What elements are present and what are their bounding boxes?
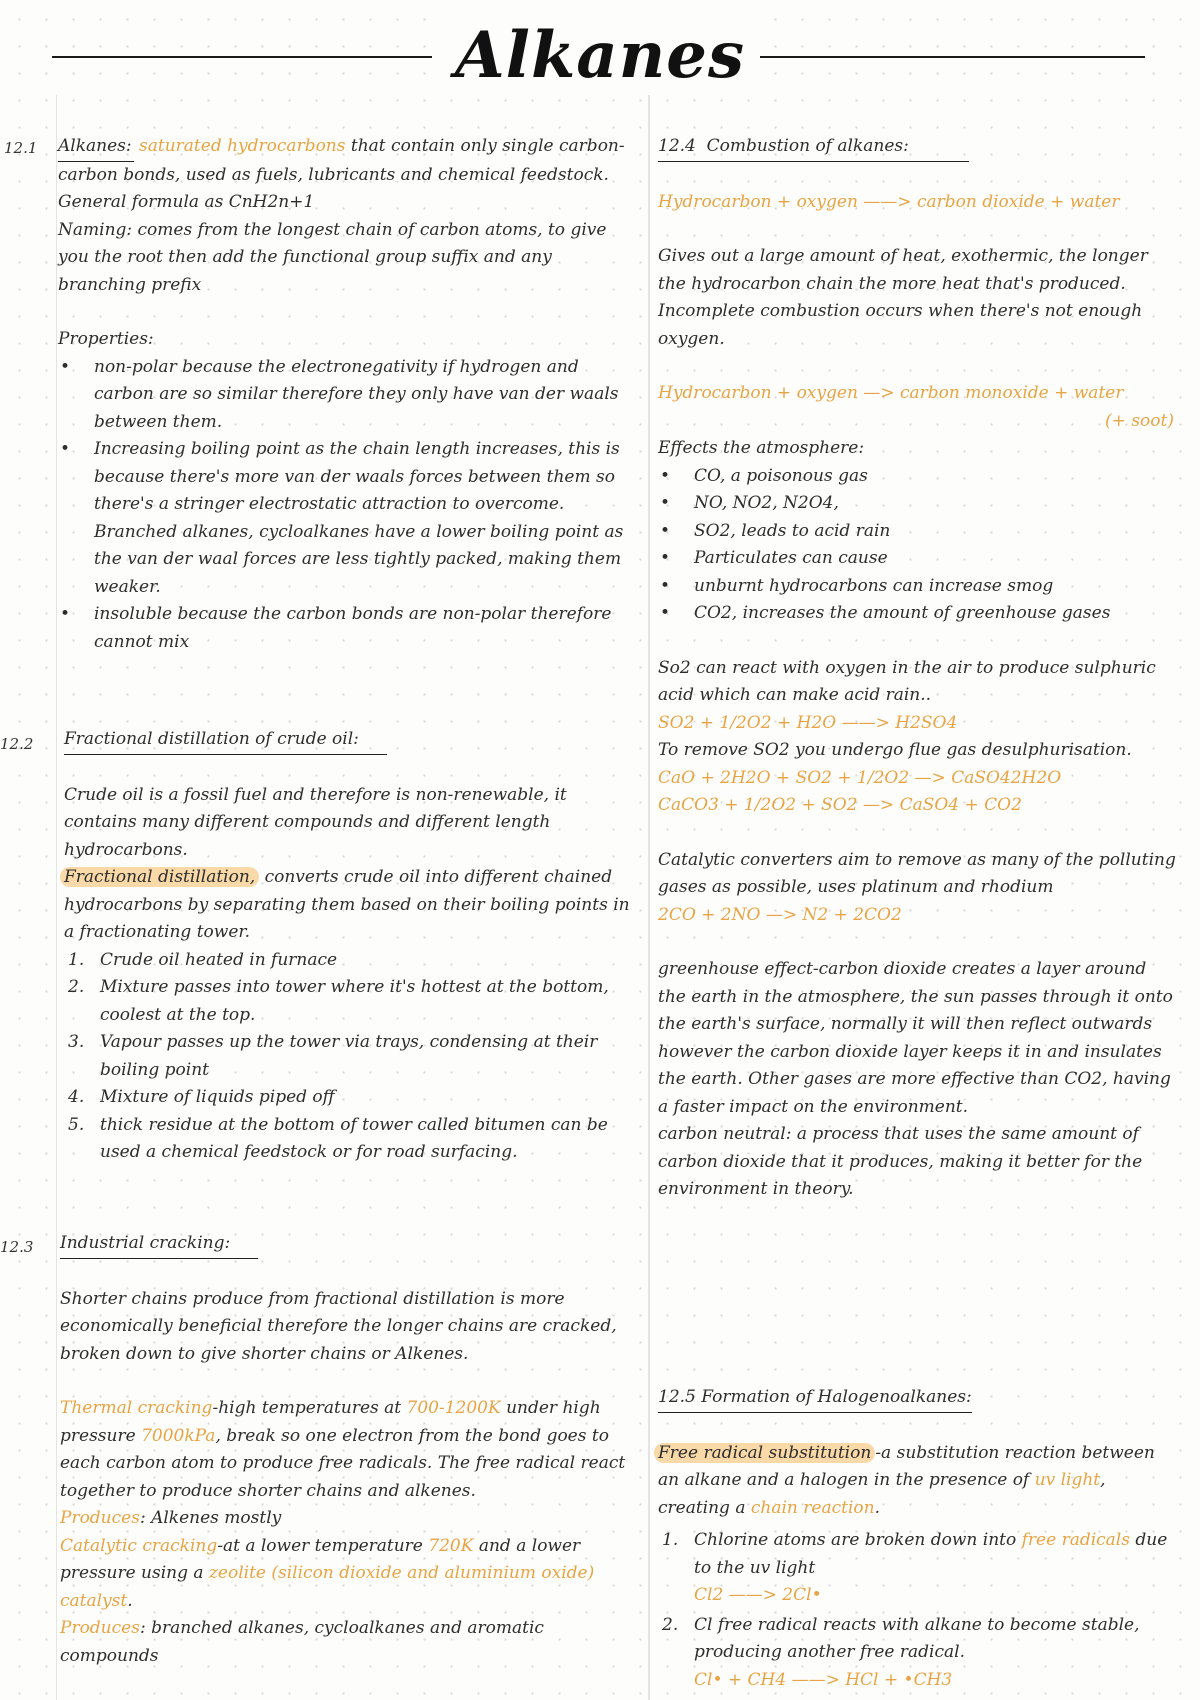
chain-reaction-term: chain reaction <box>750 1497 875 1518</box>
catalytic-cracking: Catalytic cracking-at a lower temperature 720K and a lower pressure using a zeolite (silicon dioxide and aluminium oxide) catalyst. <box>60 1535 595 1611</box>
list-item: • non-polar because the electronegativity if hydrogen and carbon are so similar therefore they only have van der waals between them. <box>58 354 640 437</box>
section-industrial-cracking <box>60 1230 640 1670</box>
industrial-cracking-heading: Industrial cracking: <box>60 1230 258 1259</box>
thermal-cracking: Thermal cracking-high temperatures at 700-1200K under high pressure 7000kPa, break so one electron from the bond goes to each carbon atom to produce free radicals. The free radical react together to produce shorter chains and alkenes. <box>60 1398 626 1501</box>
list-item: • insoluble because the carbon bonds are non-polar therefore cannot mix <box>58 601 640 656</box>
effects-label: Effects the atmosphere: <box>658 438 865 458</box>
incomplete-combustion-equation: Hydrocarbon + oxygen —> carbon monoxide + water <box>658 383 1124 403</box>
page-title <box>0 20 1200 92</box>
distillation-steps <box>64 947 640 1167</box>
flue-gas-equation-2: CaCO3 + 1/2O2 + SO2 —> CaSO4 + CO2 <box>658 795 1022 815</box>
list-item: • Increasing boiling point as the chain length increases, this is because there's more van der waals forces between them so there's a stringer electrostatic attraction to overcome. Branched alkanes, cycloalkanes have a lower boiling point as the van der waal forces are less tightly packed, making them weaker. <box>58 436 640 601</box>
list-item: 1. Crude oil heated in furnace <box>68 949 338 970</box>
catalytic-converter-equation: 2CO + 2NO —> N2 + 2CO2 <box>658 904 902 925</box>
list-item: • CO2, increases the amount of greenhouse gases <box>658 600 1178 628</box>
list-item: 3. Vapour passes up the tower via trays, condensing at their boiling point <box>68 1032 598 1080</box>
free-radical-substitution-term: Free radical substitution <box>654 1443 875 1463</box>
cracking-paragraph: Shorter chains produce from fractional distillation is more economically beneficial therefore the longer chains are cracked, broken down to give shorter chains or Alkenes. <box>60 1288 617 1364</box>
thermal-temperature: 700-1200K <box>406 1398 501 1418</box>
margin-rule <box>56 95 57 1700</box>
list-item: • CO, a poisonous gas <box>658 463 1178 491</box>
free-radical-substitution-def: Free radical substitution -a substitution reaction between an alkane and a halogen in the presence of uv light, creating a chain reaction. <box>658 1440 1178 1523</box>
thermal-cracking-term: Thermal cracking <box>60 1398 213 1418</box>
crude-oil-paragraph: Crude oil is a fossil fuel and therefore is non-renewable, it contains many different compounds and different length hydrocarbons. <box>64 784 567 860</box>
fractional-distillation-heading: Fractional distillation of crude oil: <box>64 726 387 755</box>
page-title-text: Alkanes <box>441 18 759 93</box>
section-halogenoalkanes <box>658 1384 1178 1522</box>
fractional-distillation-rest: converts crude oil into different chained hydrocarbons by separating them based on their boiling points in a fractionating tower. <box>64 867 630 942</box>
complete-combustion-equation: Hydrocarbon + oxygen ——> carbon dioxide + water <box>658 191 1120 212</box>
combustion-heading: 12.4 Combustion of alkanes: <box>658 133 969 162</box>
so2-paragraph: So2 can react with oxygen in the air to produce sulphuric acid which can make acid rain.. <box>658 657 1156 705</box>
section-number-12-1: 12.1 <box>4 139 38 157</box>
flue-gas-paragraph: To remove SO2 you undergo flue gas desulphurisation. <box>658 740 1132 760</box>
halogenoalkane-steps <box>658 1527 1178 1694</box>
catalytic-converter-paragraph: Catalytic converters aim to remove as many of the polluting gases as possible, uses platinum and rhodium <box>658 849 1176 897</box>
section-combustion <box>658 133 1178 1204</box>
list-item: 5. thick residue at the bottom of tower called bitumen can be used a chemical feedstock or for road surfacing. <box>68 1114 608 1162</box>
atmosphere-effects-list <box>658 463 1178 628</box>
halogenoalkanes-heading: 12.5 Formation of Halogenoalkanes: <box>658 1384 972 1413</box>
section-number-12-3: 12.3 <box>0 1238 34 1256</box>
properties-label: Properties: <box>58 329 154 349</box>
list-item: 4. Mixture of liquids piped off <box>68 1087 335 1107</box>
list-item: • NO, NO2, N2O4, <box>658 490 1178 518</box>
catalytic-cracking-term: Catalytic cracking <box>60 1535 218 1556</box>
alkanes-intro <box>58 133 640 189</box>
carbon-neutral-paragraph: carbon neutral: a process that uses the same amount of carbon dioxide that it produces, making it better for the environment in theory. <box>658 1124 1143 1199</box>
thermal-produces: Produces: Alkenes mostly <box>60 1508 282 1528</box>
naming-rule: Naming: comes from the longest chain of carbon atoms, to give you the root then add the functional group suffix and any branching prefix <box>58 219 607 295</box>
fractional-distillation-def <box>64 864 640 947</box>
combustion-heat-paragraph: Gives out a large amount of heat, exothermic, the longer the hydrocarbon chain the more heat that's produced. <box>658 246 1148 294</box>
soot-note: (+ soot) <box>1105 410 1174 431</box>
initiation-equation: Cl2 ——> 2Cl• <box>694 1585 822 1605</box>
list-item: 1. Chlorine atoms are broken down into free radicals due to the uv light Cl2 ——> 2Cl• <box>658 1527 1178 1610</box>
fractional-distillation-term: Fractional distillation, <box>60 867 259 887</box>
list-item: 2. Cl free radical reacts with alkane to become stable, producing another free radical. Cl• + CH4 ——> HCl + •CH3 <box>658 1612 1178 1695</box>
catalytic-temperature: 720K <box>428 1535 474 1556</box>
column-divider <box>648 95 650 1700</box>
greenhouse-paragraph: greenhouse effect-carbon dioxide creates a layer around the earth in the atmosphere, the sun passes through it onto the earth's surface, normally it will then reflect outwards however the carbon dioxide layer keeps it in and insulates the earth. Other gases are more effective than CO2, having a faster impact on the environment. <box>658 959 1173 1117</box>
propagation-equation: Cl• + CH4 ——> HCl + •CH3 <box>694 1669 953 1690</box>
list-item: • SO2, leads to acid rain <box>658 518 1178 546</box>
list-item: 2. Mixture passes into tower where it's hottest at the bottom, coolest at the top. <box>68 977 609 1025</box>
section-number-12-2: 12.2 <box>0 735 34 753</box>
incomplete-combustion-paragraph: Incomplete combustion occurs when there's not enough oxygen. <box>658 301 1143 349</box>
section-alkanes <box>58 133 640 656</box>
zeolite-catalyst: zeolite (silicon dioxide and aluminium oxide) catalyst <box>60 1563 595 1611</box>
list-item: • Particulates can cause <box>658 545 1178 573</box>
alkanes-label: Alkanes: <box>58 133 134 162</box>
thermal-pressure: 7000kPa <box>141 1425 216 1446</box>
general-formula: General formula as CnH2n+1 <box>58 192 315 212</box>
catalytic-produces: Produces: branched alkanes, cycloalkanes and aromatic compounds <box>60 1618 544 1666</box>
alkanes-intro-rest: that contain only single carbon-carbon bonds, used as fuels, lubricants and chemical feedstock. <box>58 136 625 185</box>
acid-rain-equation: SO2 + 1/2O2 + H2O ——> H2SO4 <box>658 712 958 733</box>
list-item: • unburnt hydrocarbons can increase smog <box>658 573 1178 601</box>
alkanes-intro-highlight: saturated hydrocarbons <box>139 136 346 156</box>
uv-light-term: uv light <box>1034 1470 1101 1490</box>
flue-gas-equation-1: CaO + 2H2O + SO2 + 1/2O2 —> CaSO42H2O <box>658 767 1062 788</box>
section-fractional-distillation <box>64 726 640 1167</box>
properties-list <box>58 354 640 657</box>
free-radicals-term: free radicals <box>1021 1530 1130 1550</box>
